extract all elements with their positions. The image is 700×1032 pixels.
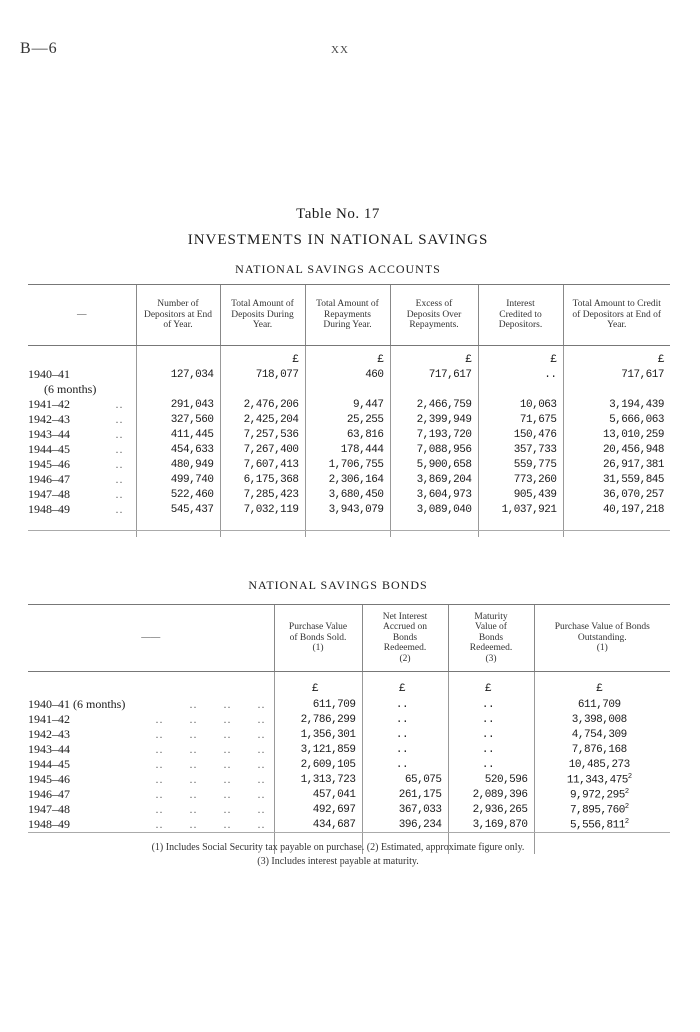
cell-maturity: .. xyxy=(448,742,534,757)
table-row xyxy=(28,712,670,727)
cell-outstanding xyxy=(534,742,670,757)
bonds-header-outstanding: Purchase Value of Bonds Outstanding. (1) xyxy=(534,605,670,671)
cell-outstanding xyxy=(534,802,670,817)
empty-cell xyxy=(305,517,390,537)
empty-cell xyxy=(136,517,220,537)
year-cell xyxy=(28,697,274,712)
year-cell xyxy=(28,802,274,817)
cell-excess: 7,088,956 xyxy=(390,442,478,457)
year-label: 1947–48 xyxy=(28,487,70,501)
table-row xyxy=(28,757,670,772)
period-note: (6 months) xyxy=(44,382,97,396)
footnote-marker: 2 xyxy=(624,802,629,811)
cell-sold: 1,356,301 xyxy=(274,727,362,742)
table-row xyxy=(28,697,670,712)
cell-sold: 2,609,105 xyxy=(274,757,362,772)
cell-interest: .. xyxy=(362,727,448,742)
page-number: XX xyxy=(331,44,349,56)
cell-interest: 905,439 xyxy=(478,487,563,502)
cell-sold: 3,121,859 xyxy=(274,742,362,757)
currency-symbol: £ xyxy=(390,345,478,367)
cell-excess: 717,617 xyxy=(390,367,478,382)
outstanding-value: 4,754,309 xyxy=(571,728,627,741)
outstanding-value: 5,556,811 xyxy=(569,819,625,832)
cell-interest: 10,063 xyxy=(478,397,563,412)
table-row xyxy=(28,487,670,502)
empty-cell xyxy=(136,382,220,397)
cell-sold: 2,786,299 xyxy=(274,712,362,727)
year-label: 1944–45 xyxy=(28,442,70,456)
accounts-header-deposits: Total Amount of Deposits During Year. xyxy=(220,285,305,345)
cell-interest: .. xyxy=(362,757,448,772)
cell-interest: 559,775 xyxy=(478,457,563,472)
bonds-currency-row xyxy=(28,671,670,697)
year-label: 1942–43 xyxy=(28,727,70,741)
year-cell xyxy=(28,757,274,772)
year-label: 1940–41 xyxy=(28,367,70,381)
leader-dots: .. xyxy=(115,502,124,516)
table-row-note xyxy=(28,382,670,397)
cell-deposits: 718,077 xyxy=(220,367,305,382)
cell-depositors: 480,949 xyxy=(136,457,220,472)
cell-maturity: .. xyxy=(448,697,534,712)
outstanding-value: 3,398,008 xyxy=(571,713,627,726)
leader-dots: .. .. .. .. xyxy=(155,712,266,726)
leader-dots: .. .. .. .. xyxy=(155,817,266,831)
table-row xyxy=(28,742,670,757)
outstanding-value: 9,972,295 xyxy=(569,789,625,802)
cell-total: 717,617 xyxy=(563,367,670,382)
cell-sold: 492,697 xyxy=(274,802,362,817)
cell-deposits: 7,607,413 xyxy=(220,457,305,472)
cell-interest: 150,476 xyxy=(478,427,563,442)
bonds-table xyxy=(28,605,670,854)
footnote-marker: 2 xyxy=(627,772,632,781)
year-label: 1946–47 xyxy=(28,787,70,801)
empty-cell xyxy=(390,517,478,537)
bonds-header-interest: Net Interest Accrued on Bonds Redeemed. (2) xyxy=(362,605,448,671)
cell-repayments: 3,680,450 xyxy=(305,487,390,502)
leader-dots: .. xyxy=(115,397,124,411)
table-row xyxy=(28,472,670,487)
leader-dots: .. xyxy=(115,457,124,471)
leader-dots: .. xyxy=(115,442,124,456)
cell-excess: 3,089,040 xyxy=(390,502,478,517)
cell-outstanding xyxy=(534,712,670,727)
cell-total: 20,456,948 xyxy=(563,442,670,457)
footnote-marker: 2 xyxy=(624,817,629,826)
cell-depositors: 127,034 xyxy=(136,367,220,382)
cell-repayments: 63,816 xyxy=(305,427,390,442)
currency-blank xyxy=(28,671,274,697)
accounts-header-interest: Interest Credited to Depositors. xyxy=(478,285,563,345)
empty-cell xyxy=(563,382,670,397)
table-row xyxy=(28,787,670,802)
cell-repayments: 178,444 xyxy=(305,442,390,457)
empty-cell xyxy=(390,382,478,397)
accounts-bottom-rule xyxy=(28,530,670,531)
accounts-header-repayments: Total Amount of Repayments During Year. xyxy=(305,285,390,345)
cell-total: 31,559,845 xyxy=(563,472,670,487)
accounts-subtitle: NATIONAL SAVINGS ACCOUNTS xyxy=(235,262,441,276)
leader-dots: .. .. .. xyxy=(189,697,266,711)
footnote-marker: 2 xyxy=(624,787,629,796)
footnote-3: (3) Includes interest payable at maturity. xyxy=(257,856,419,867)
leader-dots: .. xyxy=(115,427,124,441)
year-label: 1948–49 xyxy=(28,817,70,831)
cell-outstanding xyxy=(534,727,670,742)
bonds-header-blank: —— xyxy=(141,632,161,643)
cell-outstanding xyxy=(534,697,670,712)
year-cell xyxy=(28,727,274,742)
year-label: 1941–42 xyxy=(28,397,70,411)
table-row xyxy=(28,457,670,472)
cell-depositors: 454,633 xyxy=(136,442,220,457)
cell-interest: .. xyxy=(362,712,448,727)
outstanding-value: 611,709 xyxy=(577,698,621,711)
cell-repayments: 9,447 xyxy=(305,397,390,412)
cell-outstanding xyxy=(534,757,670,772)
spacer-row xyxy=(28,517,670,537)
cell-total: 5,666,063 xyxy=(563,412,670,427)
cell-interest: .. xyxy=(478,367,563,382)
outstanding-value: 7,876,168 xyxy=(571,743,627,756)
cell-outstanding xyxy=(534,817,670,832)
table-row xyxy=(28,397,670,412)
year-label: 1948–49 xyxy=(28,502,70,516)
accounts-header-depositors: Number of Depositors at End of Year. xyxy=(136,285,220,345)
cell-depositors: 411,445 xyxy=(136,427,220,442)
cell-depositors: 499,740 xyxy=(136,472,220,487)
year-cell xyxy=(28,772,274,787)
cell-sold: 457,041 xyxy=(274,787,362,802)
year-label: 1943–44 xyxy=(28,742,70,756)
year-cell xyxy=(28,427,136,442)
currency-symbol: £ xyxy=(534,671,670,697)
cell-interest: 367,033 xyxy=(362,802,448,817)
outstanding-value: 7,895,760 xyxy=(569,804,625,817)
cell-excess: 7,193,720 xyxy=(390,427,478,442)
cell-maturity: .. xyxy=(448,712,534,727)
cell-maturity: 2,936,265 xyxy=(448,802,534,817)
accounts-header-rule xyxy=(28,345,670,346)
leader-dots: .. .. .. .. xyxy=(155,772,266,786)
year-cell xyxy=(28,412,136,427)
cell-maturity: 2,089,396 xyxy=(448,787,534,802)
cell-depositors: 522,460 xyxy=(136,487,220,502)
empty-cell xyxy=(478,382,563,397)
empty-cell xyxy=(478,517,563,537)
cell-sold: 434,687 xyxy=(274,817,362,832)
cell-repayments: 1,706,755 xyxy=(305,457,390,472)
cell-repayments: 2,306,164 xyxy=(305,472,390,487)
cell-sold: 1,313,723 xyxy=(274,772,362,787)
cell-outstanding xyxy=(534,772,670,787)
year-cell xyxy=(28,502,136,517)
bonds-header-sold: Purchase Value of Bonds Sold. (1) xyxy=(274,605,362,671)
cell-total: 40,197,218 xyxy=(563,502,670,517)
accounts-header-excess: Excess of Deposits Over Repayments. xyxy=(390,285,478,345)
currency-symbol: £ xyxy=(274,671,362,697)
year-cell xyxy=(28,787,274,802)
year-label: 1946–47 xyxy=(28,472,70,486)
table-row xyxy=(28,442,670,457)
currency-symbol: £ xyxy=(305,345,390,367)
cell-interest: 773,260 xyxy=(478,472,563,487)
leader-dots: .. .. .. .. xyxy=(155,802,266,816)
cell-deposits: 7,257,536 xyxy=(220,427,305,442)
cell-depositors: 327,560 xyxy=(136,412,220,427)
cell-repayments: 25,255 xyxy=(305,412,390,427)
leader-dots: .. .. .. .. xyxy=(155,742,266,756)
cell-interest: .. xyxy=(362,742,448,757)
bonds-header-rule xyxy=(28,671,670,672)
cell-depositors: 291,043 xyxy=(136,397,220,412)
cell-repayments: 460 xyxy=(305,367,390,382)
leader-dots: .. .. .. .. xyxy=(155,757,266,771)
year-cell xyxy=(28,457,136,472)
cell-depositors: 545,437 xyxy=(136,502,220,517)
cell-sold: 611,709 xyxy=(274,697,362,712)
currency-symbol: £ xyxy=(448,671,534,697)
year-label: 1940–41 (6 months) xyxy=(28,697,126,711)
cell-total: 3,194,439 xyxy=(563,397,670,412)
leader-dots: .. xyxy=(115,472,124,486)
cell-excess: 3,869,204 xyxy=(390,472,478,487)
cell-excess: 3,604,973 xyxy=(390,487,478,502)
cell-interest: 357,733 xyxy=(478,442,563,457)
cell-deposits: 2,476,206 xyxy=(220,397,305,412)
leader-dots: .. xyxy=(115,487,124,501)
cell-interest: 65,075 xyxy=(362,772,448,787)
currency-symbol: £ xyxy=(220,345,305,367)
year-cell xyxy=(28,397,136,412)
empty-cell xyxy=(563,517,670,537)
year-cell xyxy=(28,742,274,757)
cell-maturity: 3,169,870 xyxy=(448,817,534,832)
leader-dots: .. .. .. .. xyxy=(155,787,266,801)
table-row xyxy=(28,367,670,382)
currency-blank xyxy=(28,345,136,367)
year-cell xyxy=(28,487,136,502)
cell-interest: 261,175 xyxy=(362,787,448,802)
year-label: 1944–45 xyxy=(28,757,70,771)
year-label: 1941–42 xyxy=(28,712,70,726)
currency-symbol: £ xyxy=(563,345,670,367)
cell-deposits: 7,032,119 xyxy=(220,502,305,517)
cell-maturity: .. xyxy=(448,757,534,772)
empty-cell xyxy=(220,517,305,537)
outstanding-value: 11,343,475 xyxy=(566,774,628,787)
leader-dots: .. xyxy=(115,412,124,426)
cell-interest: .. xyxy=(362,697,448,712)
cell-excess: 2,399,949 xyxy=(390,412,478,427)
outstanding-value: 10,485,273 xyxy=(568,758,630,771)
cell-maturity: 520,596 xyxy=(448,772,534,787)
empty-cell xyxy=(220,382,305,397)
year-label: 1943–44 xyxy=(28,427,70,441)
cell-total: 36,070,257 xyxy=(563,487,670,502)
year-cell xyxy=(28,472,136,487)
currency-blank xyxy=(136,345,220,367)
currency-symbol: £ xyxy=(478,345,563,367)
accounts-table xyxy=(28,285,670,537)
bonds-subtitle: NATIONAL SAVINGS BONDS xyxy=(248,578,428,592)
bonds-header-maturity: Maturity Value of Bonds Redeemed. (3) xyxy=(448,605,534,671)
cell-deposits: 6,175,368 xyxy=(220,472,305,487)
table-row xyxy=(28,727,670,742)
cell-repayments: 3,943,079 xyxy=(305,502,390,517)
year-cell xyxy=(28,442,136,457)
bonds-bottom-rule xyxy=(28,832,670,833)
cell-deposits: 7,267,400 xyxy=(220,442,305,457)
table-row xyxy=(28,817,670,832)
currency-symbol: £ xyxy=(362,671,448,697)
cell-interest: 396,234 xyxy=(362,817,448,832)
empty-cell xyxy=(28,517,136,537)
cell-total: 13,010,259 xyxy=(563,427,670,442)
accounts-currency-row xyxy=(28,345,670,367)
year-cell xyxy=(28,817,274,832)
year-label: 1947–48 xyxy=(28,802,70,816)
accounts-header-blank: — xyxy=(77,309,87,320)
cell-maturity: .. xyxy=(448,727,534,742)
empty-cell xyxy=(305,382,390,397)
table-row xyxy=(28,427,670,442)
table-row xyxy=(28,772,670,787)
footnote-1-2: (1) Includes Social Security tax payable on purchase. (2) Estimated, approximate figure only. xyxy=(151,842,525,853)
cell-outstanding xyxy=(534,787,670,802)
main-title: INVESTMENTS IN NATIONAL SAVINGS xyxy=(187,232,489,248)
cell-deposits: 7,285,423 xyxy=(220,487,305,502)
cell-excess: 2,466,759 xyxy=(390,397,478,412)
cell-total: 26,917,381 xyxy=(563,457,670,472)
cell-excess: 5,900,658 xyxy=(390,457,478,472)
year-cell xyxy=(28,367,136,382)
accounts-header-total: Total Amount to Credit of Depositors at End of Year. xyxy=(563,285,670,345)
page-reference: B—6 xyxy=(20,40,58,57)
table-number: Table No. 17 xyxy=(296,206,380,222)
cell-interest: 1,037,921 xyxy=(478,502,563,517)
table-row xyxy=(28,412,670,427)
year-label: 1945–46 xyxy=(28,457,70,471)
year-label: 1942–43 xyxy=(28,412,70,426)
table-row xyxy=(28,802,670,817)
cell-deposits: 2,425,204 xyxy=(220,412,305,427)
year-label: 1945–46 xyxy=(28,772,70,786)
cell-interest: 71,675 xyxy=(478,412,563,427)
table-row xyxy=(28,502,670,517)
leader-dots: .. .. .. .. xyxy=(155,727,266,741)
year-cell xyxy=(28,712,274,727)
